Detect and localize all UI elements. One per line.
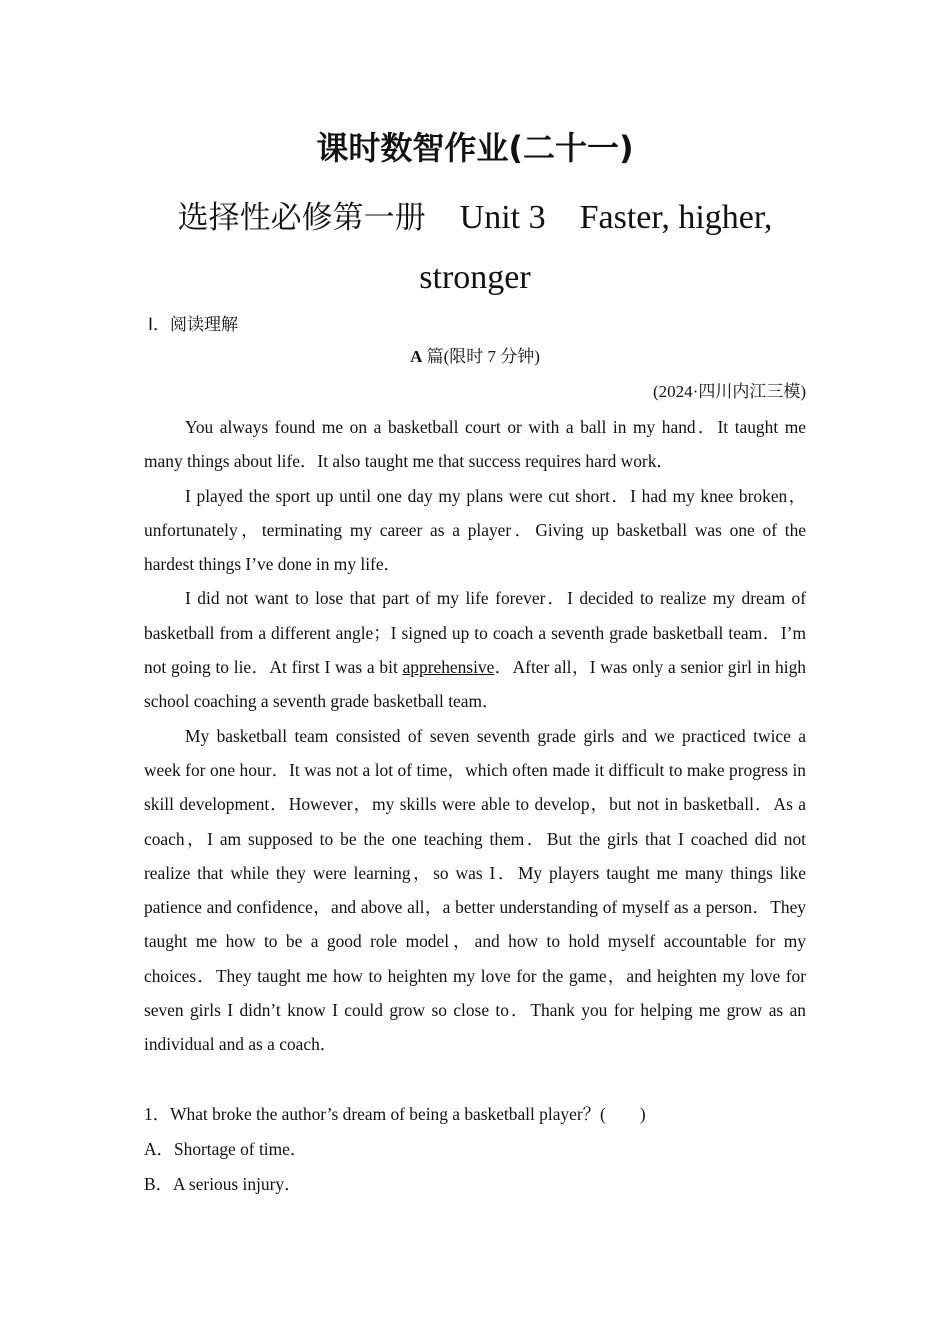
subtitle-book: 选择性必修第一册 bbox=[177, 200, 426, 236]
paragraph-3 bbox=[144, 581, 806, 718]
passage-letter: A bbox=[410, 347, 423, 366]
paragraph-1: You always found me on a basketball court or with a ball in my hand．It taught me many things about life．It also taught me that success requires hard work． bbox=[144, 417, 806, 472]
underlined-word: apprehensive bbox=[402, 657, 495, 678]
question-1-close: ) bbox=[639, 1104, 646, 1124]
question-1-stem bbox=[144, 1097, 806, 1132]
paragraph-2: I played the sport up until one day my plans were cut short．I had my knee broken，unfortunately，terminating my career as a player．Giving up basketball was one of the hardest things I’ve done in my life． bbox=[144, 485, 806, 575]
question-1-text: 1．What broke the author’s dream of being a basketball player？( bbox=[144, 1104, 606, 1124]
question-block bbox=[144, 1097, 806, 1202]
subtitle-unit: Unit 3 bbox=[459, 199, 546, 236]
passage-time-limit: 篇(限时 7 分钟) bbox=[422, 347, 540, 366]
paragraph-4: My basketball team consisted of seven seventh grade girls and we practiced twice a week for one hour．It was not a lot of time，which often made it difficult to make progress in skill development．However，my skills were able to develop，but not in basketball．As a coach，I am supposed to be the one teaching them．But the girls that I coached did not realize that while they were learning，so was I．My players taught me many things like patience and confidence，and above all，a better understanding of myself as a person．They taught me how to be a good role model，and how to hold myself accountable for my choices．They taught me how to heighten my love for the game，and heighten my love for seven girls I didn’t know I could grow so close to．Thank you for helping me grow as an individual and as a coach． bbox=[144, 725, 806, 1055]
unit-subtitle bbox=[150, 188, 800, 308]
passage-body bbox=[144, 410, 806, 1062]
passage-source: (2024·四川内江三模) bbox=[653, 382, 806, 401]
paragraph-3-text: I did not want to lose that part of my life forever．I decided to realize my dream of basketball from a different angle；I signed up to coach a seventh grade basketball team．I’m not going to lie．At first I was a bit bbox=[144, 588, 806, 678]
section-heading: Ⅰ．阅读理解 bbox=[148, 315, 239, 335]
subtitle-theme-line1: Faster, higher, bbox=[579, 199, 773, 236]
page-title: 课时数智作业(二十一) bbox=[316, 129, 634, 167]
passage-heading bbox=[0, 344, 950, 370]
question-1-option-a: A．Shortage of time． bbox=[144, 1139, 308, 1159]
subtitle-theme-line2: stronger bbox=[419, 259, 531, 296]
question-1-option-b: B．A serious injury． bbox=[144, 1174, 302, 1194]
paragraph-3-text-end: ．After all，I was only a senior girl in high school coaching a seventh grade basketball team． bbox=[144, 657, 806, 712]
